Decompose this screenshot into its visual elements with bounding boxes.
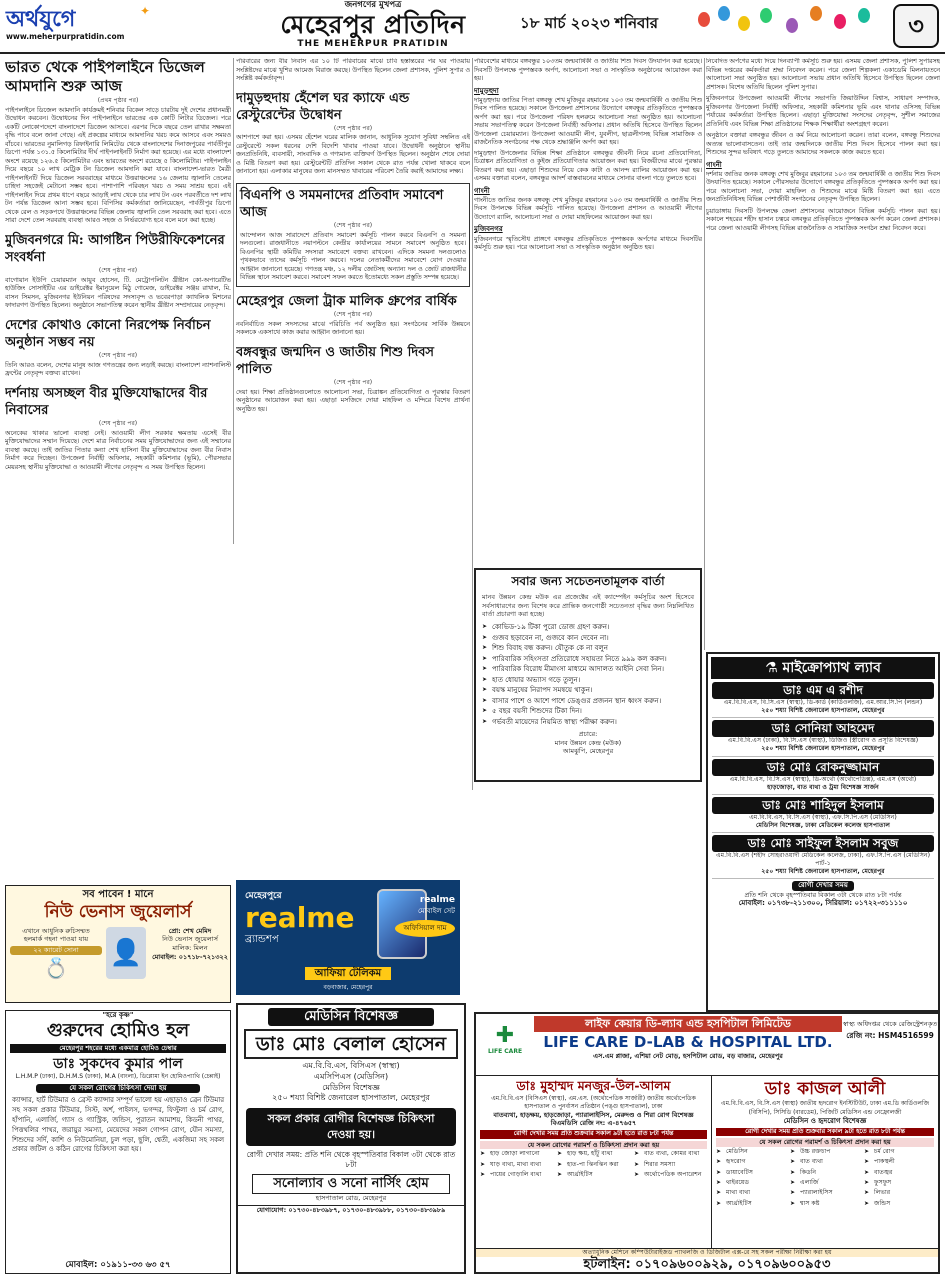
page-number: ৩ [893,4,939,48]
balloon-icon [760,8,772,23]
realme-model: realme [419,895,455,905]
awareness-title: সবার জন্য সচেতনতামূলক বার্তা [511,574,665,588]
doctor-entry [712,797,934,833]
balloon-icon [738,16,750,31]
headline[interactable]: ভারত থেকে পাইপলাইনে ডিজেল আমদানি শুরু আজ [5,58,205,95]
awareness-item: ➤ শিশু বিবাহ বন্ধ করুন। যৌতুক কে না বলুন [482,643,694,654]
jewellers-body [6,927,230,982]
doctor-name: ডাঃ কাজল আলী [764,1079,886,1099]
balloon-icon [786,18,798,33]
doctor-name: ডাঃ এম এ রশীদ [712,682,934,699]
awareness-item: ➤ পারিবারিক সহিংসতা প্রতিরোধে সহায়তা নিতে ৯৯৯ কল করুন। [482,654,694,665]
lifecare-name-en: LIFE CARE D-LAB & HOSPITAL LTD. [543,1033,833,1051]
doctor-degree: এম.বি.বি.এস, বি.সি.এস (স্বাস্থ্য), এফ.সি.পি.এস (মেডিসিন) [749,813,897,821]
column-divider [472,58,473,790]
realme-address: বড়বাজার, মেহেরপুর [323,984,373,992]
med-hospital: ২৫০ শয্যা বিশিষ্ট জেনারেল হাসপাতাল, মেহেরপুর [272,1093,430,1103]
time-text: প্রতি শনি থেকে বৃহস্পতিবার বিকাল ৩টা থেকে রাত ৮টা পর্যন্ত [744,890,902,899]
realme-left [245,891,365,946]
doctor-hospital: ২৫০ শয্যা বিশিষ্ট জেনারেল হাসপাতাল, মেহেরপুর [761,707,885,715]
med-doctor: ডাঃ মোঃ বেলাল হোসেন [244,1029,458,1059]
doctor-name: ডাঃ মুহাম্মদ মনজুর-উল-আলম [516,1078,671,1093]
awareness-box [474,568,702,782]
service-item: ➤ আর্থ্রাইটিস [557,1170,630,1179]
homeo-degree: L.H.M.P (ঢাকা), D.H.M.S (ঢাকা), M.A (বাংলা), ডিপ্লোমা ইন হোমিওপ্যাথি (চেন্নাই) [15,1072,221,1080]
headline[interactable]: বঙ্গবন্ধুর জন্মদিন ও জাতীয় শিশু দিবস পালিত [236,344,435,377]
ad-homeo-hall [5,1010,231,1274]
doctor-degree: এম.বি.বি.এস, বি.সি.এস (স্বাস্থ্য) জাতীয় হৃদরোগ ইনস্টিটিউট, ঢাকা এম.ডি কার্ডিওলজি (বিসিপি), সিসিডি (বারডেম), পিজিটি মেডিসিন এন্ড নেফ্রোলজী [721,1100,929,1116]
continuation-note: (শেষ পৃষ্ঠার পর) [333,378,373,386]
jewellers-phone[interactable]: মোবাইল: ০১৭১৮-৭২১৩২২ [152,952,228,961]
headline[interactable]: মেহেরপুর জেলা ট্রাক মালিক গ্রুপের বার্ষিক [236,293,457,309]
awareness-item: ➤ বাসার পাশে ও আশে পাশে ডেঙ্গুর প্রজনন স্থান ধ্বংস করুন। [482,696,694,707]
star-icon: ✦ [139,4,150,18]
med-visiting-time: রোগী দেখার সময়: প্রতি শনি থেকে বৃহস্পতিবার বিকাল ৩টা থেকে রাত ৮টা [246,1150,456,1170]
doctor-hospital: হাড়জোড়া, বাত ব্যথা ও ট্রমা বিশেষজ্ঞ সার্জন [767,783,879,791]
realme-brand: realme [245,900,355,934]
story-body: মুজিবনগরে স্মৃতিসৌধ প্রাঙ্গণে বঙ্গবন্ধুর প্রতিকৃতিতে পুষ্পস্তবক অর্পণের মাধ্যমে দিবসটির কর্মসূচি শুরু হয়। পরে আলোচনা সভা ও সাংস্কৃতিক অনুষ্ঠান অনুষ্ঠিত হয়। [474,235,702,252]
jewellers-line: হলমার্ক গহনা পাওয়া যায় [23,935,89,944]
shop-line: মালিক: মিলন [172,944,208,953]
story-children-day [236,344,470,414]
doctor-degree: এম.বি.বি.এস, বি.সি.এস (স্বাস্থ্য), ডি-কার্ড (কার্ডিওলজি), এম.আর.সি.পি (লন্ডন) [723,699,923,706]
jewellers-name: নিউ ভেনাস জুয়েলার্স [44,902,192,923]
service-item: ➤ ঘাড় ব্যথা, মাথা ব্যথা [480,1160,553,1169]
service-item: ➤ শিরার সমস্যা [634,1160,707,1169]
balloon-icon [698,12,710,27]
homeo-doctor: ডাঃ সুকদেব কুমার পাল [53,1055,183,1072]
lifecare-doctors [476,1076,938,1248]
realme-badge: অফিসিয়াল দাম [395,920,455,937]
ad-medicine-specialist [236,1003,466,1274]
awareness-list [482,622,694,727]
clinic-name: সনোল্যাব ও সনো নার্সিং হোম [252,1174,450,1194]
doctor-name: ডাঃ মোঃ রোকনুজ্জামান [712,759,934,776]
clinic-phone[interactable]: যোগাযোগ: ০১৭৩০-৪৮৩৯৮৭, ০১৭৩০-৪৮৩৯৮৮, ০১৭৩০-৪৮৩৯৮৯ [238,1205,464,1215]
continuation-note: (শেষ পৃষ্ঠার পর) [333,221,373,229]
nameplate [232,0,514,52]
jewellers-right [150,927,230,982]
tagline: জনগণের মুখপত্র [344,0,402,10]
awareness-intro: মানব উন্নয়ন কেন্দ্র মউক এর প্রজেক্টের এই ক্যাম্পেইন কর্মসূচির অংশ হিসেবে সর্বসাধারণের জন্য বিশেষ করে প্রান্তিক জনগোষ্ঠী সচেতনতা বৃদ্ধির জন্য নিম্নলিখিত বার্তা প্রচারণা করা হচ্ছে। [482,592,694,619]
story-body: নিবেদিত অর্পণের মধ্যে দিয়ে দিনব্যাপী কর্মসূচি শুরু হয়। এসময় জেলা প্রশাসক, পুলিশ সুপারসহ বিভিন্ন দপ্তরের কর্মকর্তারা শ্রদ্ধা নিবেদন করেন। পরে জেলা শিল্পকলা একাডেমি মিলনায়তনে আলোচনা সভা অনুষ্ঠিত হয়। আলোচনা সভায় প্রধান অতিথি হিসেবে উপস্থিত ছিলেন জেলা প্রশাসক। বিশেষ অতিথি ছিলেন পুলিশ সুপার। [706,58,940,91]
subhead-gangni: গাংনী [474,186,490,195]
jewellers-left [6,927,102,982]
story-bnp [236,183,470,287]
service-item: ➤ শ্বাস কষ্ট [790,1199,860,1208]
jewellers-top: সব পাবেন ! মানে [82,889,154,900]
story-mujibnagar [5,232,231,311]
service-item: ➤ থাইরয়েড [716,1178,786,1187]
doctor-degree: এম.বি.বি.এস (বিসিএস (স্বাস্থ্য), এম.এস. (অর্থোপেডিক সার্জারী) জাতীয় অর্থোপেডিক হাসপাতাল ও পুনর্বাসন প্রতিষ্ঠান (পঙ্গু হাসপাতাল), ঢাকা [491,1094,696,1110]
story-body: পরিবারের জন্য বীর নিবাস এর ১০ টি পরিবারের মাঝে চাবি হস্তান্তরের পর ঘর পাওয়ায় সংশ্লিষ্টদের মাঝে খুশির আমেজ বিরাজ করছে। উপস্থিত ছিলেন জেলা প্রশাসক, পুলিশ সুপার ও সংশ্লিষ্ট কর্মকর্তাবৃন্দ। [236,58,470,82]
column-divider [233,58,234,544]
awareness-item: ➤ ৫ বছর বয়সী শিশুদের টিকা দিন। [482,706,694,717]
lab-name: মাইক্রোপ্যাথ ল্যাব [782,660,881,676]
service-item: ➤ বাত ব্যথা, কোমর ব্যথা [634,1149,707,1158]
ad-realme [236,880,460,995]
doctor-hospital: ২৫০ শয্যা বিশিষ্ট জেনারেল হাসপাতাল, মেহেরপুর [761,745,885,753]
advert-logo [6,2,156,50]
service-item: ➤ হাত-পা ঝিনঝিন করা [557,1160,630,1169]
doctor-specialty: মেডিসিন ও হৃদরোগ বিশেষজ্ঞ [783,1116,867,1125]
awareness-item: ➤ পারিবারিক বিরোধ মীমাংসা মাধ্যমে আদালত আইনি সেবা নিন। [482,664,694,675]
lifecare-hotline[interactable]: হটলাইন: ০১৭০৯৬০০৯২৯, ০১৭০৯৬০০৯৫৩ [583,1257,831,1273]
realme-shop-bar [237,967,459,980]
story-body: দামুড়হুদা উপজেলার বিভিন্ন শিক্ষা প্রতিষ্ঠানে বঙ্গবন্ধুর জীবনী নিয়ে রচনা প্রতিযোগিতা, চিত্রাঙ্কন প্রতিযোগিতা ও কুইজ প্রতিযোগিতার আয়োজন করা হয়। বিজয়ীদের মাঝে পুরস্কার বিতরণ করা হয়। এছাড়া শিশুদের নিয়ে কেক কাটা ও আনন্দ র‍্যালির আয়োজন করা হয়। এসময় বক্তারা বলেন, বঙ্গবন্ধুর আদর্শ বাস্তবায়নের মাধ্যমে সোনার বাংলা গড়ে তুলতে হবে। [474,149,702,183]
service-item: ➤ জন্ডিস [864,1199,934,1208]
column-1 [5,58,231,544]
paper-name-english: THE MEHERPUR PRATIDIN [297,39,449,49]
doctor-tag: যে সকল রোগের পরামর্শ ও চিকিৎসা প্রদান করা হয় [480,1141,707,1150]
doctor-services [480,1149,707,1179]
story-body: নবনির্বাচিত সকল সদস্যদের মাঝে পরিচিতি পর্ব অনুষ্ঠিত হয়। সংগঠনের সার্বিক উন্নয়নে সকলকে একসাথে কাজ করার আহ্বান জানানো হয়। [236,320,470,337]
service-item: ➤ ফুসফুস [864,1178,934,1187]
story-body: পাইপলাইনে ডিজেল আমদানি কার্যক্রমই শনিবার বিকেল সাড়ে চারটায় দুই দেশের প্রধানমন্ত্রী উদ্বোধন করবেন। উদ্বোধনের দিন পাইপলাইনে ভারতের এক কোটি লিটার ডিজেল। পরে একটি লোকোপদেশে বাংলাদেশে ডিজেল আসবে। এরপর দিকে বছরে তেল রাখার সক্ষমতা বৃদ্ধি পাবে বলে জানা গেছে। এই প্রকল্পের মাধ্যমে আমদানির খরচ কমে আসবে এবং সময়ও বাঁচবে। ভারতের নুমালিগড় রিফাইনারি লিমিটেড থেকে বাংলাদেশের দিনাজপুরের পার্বতীপুর ডিপো পর্যন্ত ১৩১.৫ কিলোমিটার দীর্ঘ পাইপলাইনটি নির্মাণ করা হয়েছে। এর মধ্যে বাংলাদেশ অংশে রয়েছে ১২৬.৫ কিলোমিটার এবং ভারতের অংশে রয়েছে ৫ কিলোমিটার। পাইপলাইন দিয়ে বছরে ১০ লাখ মেট্রিক টন ডিজেল আমদানি করা যাবে। বাংলাদেশ-ভারত মৈত্রী পাইপলাইনটি দিয়ে ডিজেল সরবরাহের মাধ্যমে উত্তরাঞ্চলের ১৬ জেলায় জ্বালানি তেলের চাহিদা সহজেই মেটানো সম্ভব হবে। পাশাপাশি পরিবহন খরচ ও সময় সাশ্রয় হবে। এই পাইপলাইন দিয়ে প্রথম ধাপে বছরে আড়াই লাখ থেকে চার লাখ টন এবং পরবর্তীতে দশ লাখ টন পর্যন্ত ডিজেল আনা সম্ভব হবে। বিপিসির কর্মকর্তারা জানিয়েছেন, পার্বতীপুর ডিপো থেকে রেল ও সড়কপথে উত্তরাঞ্চলের বিভিন্ন জেলায় জ্বালানি তেল সরবরাহ করা হবে। এতে সারা দেশে তেল সরবরাহ ব্যবস্থা আরও সহজ ও নির্ভরযোগ্য হবে বলে মনে করা হচ্ছে। [5,106,231,225]
service-item: ➤ অর্থোপেডিক অপারেশন [634,1170,707,1179]
visiting-hours [708,881,938,908]
service-item: ➤ পায়ের গোড়ালি ব্যথা [480,1170,553,1179]
service-item: ➤ বাত ব্যথা [790,1157,860,1166]
realme-city: মেহেরপুরে [245,891,282,901]
service-item: ➤ এলার্জি [790,1178,860,1187]
column-4 [706,58,940,648]
doctor-reg: বিএমডিসি রেজি নং: এ-৪৭৬৫৭ [550,1119,637,1128]
balloon-icon [810,6,822,21]
realme-shop: আফিয়া টেলিকম [305,967,391,980]
service-item: ➤ হৃদরোগ [716,1157,786,1166]
paper-name: মেহেরপুর প্রতিদিন [280,10,466,39]
doctor-name: ডাঃ মোঃ সাইফুল ইসলাম সবুজ [712,835,934,852]
continuation-note: (শেষ পৃষ্ঠার পর) [98,419,138,427]
doctor-entry [712,759,934,795]
footer-label: প্রচারে: [578,730,598,739]
doctor-tag: যে সকল রোগের পরামর্শ ও চিকিৎসা প্রদান করা হয় [716,1138,934,1147]
column-3 [474,58,702,784]
service-item: ➤ কিডনি [790,1168,860,1177]
continuation-note: (শেষ পৃষ্ঠার পর) [333,310,373,318]
service-item: ➤ আর্থ্রাইটিস [716,1199,786,1208]
homeo-name: গুরুদেব হোমিও হল [46,1020,190,1042]
homeo-tag: যে সকল রোগের চিকিৎসা দেয়া হয় [36,1084,200,1093]
reg-number: রেজি নং: HSM4516599 [846,1030,934,1040]
story-freedom-fighters [5,385,231,472]
realme-right [395,895,455,937]
dateline: ১৮ মার্চ ২০২৩ শনিবার [520,14,658,32]
service-item: ➤ ডায়াবেটিস [716,1168,786,1177]
story-body: বাগোয়ান ইউপি চেয়ারম্যান আয়ুব হোসেন, টি. মেট্রোপলিটন খ্রীষ্টান কো-অপারেটিভ হাউজিং সোসাইটির এর ডাইরেক্টর ইমানুয়েল মিঠু গোমেজ, ডাইরেক্টর সঞ্জয় রাখাল, মি. বাসন সিমসন, মুজিবনগর ইউনিয়ন পরিষদের সদস্যবৃন্দ ও ভবেরপাড়া ক্যাথলিক মিশনের ফাদারগণ উপস্থিত ছিলেন। অনুষ্ঠানে সভাপতিত্ব করেন স্থানীয় খ্রীষ্টান সম্প্রদায়ের নেতৃবৃন্দ। [5,276,231,310]
subhead-damurhuda: দামুড়হুদা [474,86,499,95]
story-body: দামুড়হুদায় জাতির পিতা বঙ্গবন্ধু শেখ মুজিবুর রহমানের ১০৩ তম জন্মবার্ষিকী ও জাতীয় শিশু দিবস পালিত হয়েছে। সকালে উপজেলা প্রশাসনের উদ্যোগে বঙ্গবন্ধুর প্রতিকৃতিতে পুষ্পস্তবক অর্পণ করা হয়। পরে উপজেলা পরিষদ হলরুমে আলোচনা সভা অনুষ্ঠিত হয়। আলোচনা সভায় সভাপতিত্ব করেন উপজেলা নির্বাহী অফিসার। প্রধান অতিথি হিসেবে উপস্থিত ছিলেন উপজেলা চেয়ারম্যান। উপজেলা আওয়ামী লীগ, যুবলীগ, ছাত্রলীগসহ বিভিন্ন সামাজিক ও রাজনৈতিক সংগঠনের পক্ষ থেকে শ্রদ্ধাঞ্জলি অর্পণ করা হয়। [474,96,702,147]
homeo-top: "হরে কৃষ্ণ" [102,1011,134,1019]
balloon-icon [858,8,870,23]
ring-icon: 💍 [43,955,69,980]
awareness-item: ➤ গর্ভবতী মায়েদের নিয়মিত স্বাস্থ্য পরীক্ষা করুন। [482,717,694,728]
doctor-name: ডাঃ সোনিয়া আহমেদ [712,720,934,737]
med-top: মেডিসিন বিশেষজ্ঞ [268,1008,434,1026]
time-label: রোগী দেখার সময় [792,881,854,890]
homeo-services: ক্যান্সার, হার্ট টিউমার ও ব্রেস্ট ক্যান্সার সম্পূর্ণ ভালো হয় এছাড়াও ব্রেন টিউমার সহ সকল প্রকার টিউমার, সিস্ট, অর্শ, পাইলস, ভগন্দর, ফিস্টুলা ও চর্ম রোগ, হাঁপানি, এলার্জি, গ্যাস ও গ্যাস্ট্রিক, জন্ডিস, পুরাতন আমাশয়, কিডনী পাথর, পিত্তথলির পাথর, জরায়ুর সমস্যা, মেয়েদের সকল গোপন রোগ, যৌন সমস্যা, শিশুদের সর্দি, কাশি ও নিউমোনিয়া, চুল পড়া, ছুলি, শ্বেতী, একজিমা সহ সকল প্রকার জটিল ও কঠিন রোগের চিকিৎসা করা হয়। [12,1096,224,1154]
awareness-item: ➤ কোভিড-১৯ টিকা পুরো ডোজ গ্রহণ করুন। [482,622,694,633]
story-pipeline [5,58,231,226]
service-item: ➤ বাতজ্বর [864,1168,934,1177]
med-degree: মেডিসিন বিশেষজ্ঞ [322,1082,380,1092]
doctor-list [708,682,938,879]
service-item: ➤ মেডিসিন [716,1147,786,1156]
doctor-hospital: ২৫০ শয্যা বিশিষ্ট জেনারেল হাসপাতাল, মেহেরপুর [761,868,885,876]
story-election [5,317,231,379]
realme-product: মোবাইল সেট [417,906,455,915]
balloon-icon [718,6,730,21]
service-item: ➤ লিভার [864,1188,934,1197]
doctor-specialty: বাতব্যথা, হাড়ক্ষয়, হাড়জোড়া, প্যারালাইসিস, মেরুদণ্ড ও শিরা রোগ বিশেষজ্ঞ [493,1110,694,1119]
subhead-gangni: গাংনী [706,160,722,169]
service-item: ➤ হাড় ক্ষয়, হাঁটু ব্যথা [557,1149,630,1158]
headline[interactable]: দেশের কোথাও কোনো নিরপেক্ষ নির্বাচন অনুষ্ঠান সম্ভব নয় [5,317,211,350]
doctor-degree: এম.বি.বি.এস (ঢাকা), বি.সি.এস (স্বাস্থ্য), ডিজিও (স্ত্রীরোগ ও প্রসূতি বিশেষজ্ঞ) [727,737,919,745]
lifecare-name-bn: লাইফ কেয়ার ডি-ল্যাব এন্ড হসপিটাল লিমিটেড [534,1016,842,1032]
service-item: ➤ হাড় জোড়া লাগানো [480,1149,553,1158]
awareness-item: ➤ হাত ধোয়ার অভ্যাস গড়ে তুলুন। [482,675,694,686]
lab-phone[interactable]: মোবাইল: ০১৭৩৮-২১১৩০০, সিরিয়াল: ০১৭২২-৩১১১১০ [738,899,908,908]
story-body: পরিবেশের মাধ্যমে বঙ্গবন্ধুর ১০৩তম জন্মবার্ষিকী ও জাতীয় শিশু দিবস উদযাপন করা হয়েছে। দিবসটি উপলক্ষে পুষ্পস্তবক অর্পণ, আলোচনা সভা ও সাংস্কৃতিক অনুষ্ঠানের আয়োজন করা হয়। [474,58,702,82]
reg-top: স্বাস্থ্য অধিদপ্তর থেকে রেজিস্ট্রেশনকৃত [842,1020,938,1028]
website-url[interactable]: www.meherpurpratidin.com [6,32,125,41]
service-item: ➤ উচ্চ রক্তচাপ [790,1147,860,1156]
lifecare-address: এস.এম প্লাজা, এশিয়া নেট মোড়, হসপিটাল রোড, বড় বাজার, মেহেরপুর [593,1052,783,1060]
logo-text: LIFE CARE [487,1048,523,1055]
realme-sub: ব্র্যান্ডশপ [245,933,279,945]
lifecare-header [476,1014,938,1076]
doctor-name: ডাঃ মোঃ শাহিদুল ইসলাম [712,797,934,814]
lifecare-reg [842,1014,938,1075]
doctor-services [716,1147,934,1208]
story-body: গাংনীতে জাতির জনক বঙ্গবন্ধু শেখ মুজিবুর রহমানের ১০৩ তম জন্মবার্ষিকী ও জাতীয় শিশু দিবস উপলক্ষে বিভিন্ন কর্মসূচি পালিত হয়েছে। উপজেলা প্রশাসন ও আওয়ামী লীগের উদ্যোগে র‍্যালি, আলোচনা সভা ও দোয়া মাহফিলের আয়োজন করা হয়। [474,196,702,221]
lab-title [711,657,935,679]
continuation-note: (শেষ পৃষ্ঠার পর) [333,124,373,132]
service-item: ➤ মাথা ব্যথা [716,1188,786,1197]
cross-icon: ✚ [495,1023,515,1048]
jewellers-line: এখানে আধুনিক রুচিসম্মত [22,926,90,935]
story-restaurant [236,90,470,177]
headline[interactable]: দর্শনায় অসচ্ছল বীর মুক্তিযোদ্ধাদের বীর নিবাসের [5,385,208,418]
footer-org: মানব উন্নয়ন কেন্দ্র (মউক) [554,738,622,747]
awareness-item: ➤ বয়স্ক মানুষের নিরাপদ সমন্বয়ে থাকুন। [482,685,694,696]
flask-icon: ⚗ [765,660,778,676]
story-body: আশপাশে করা হয়। এসময় হেঁশেল ঘরের মালিক জানান, আধুনিক সুযোগ সুবিধা সম্বলিত এই রেস্টুরেন্টে সকল ধরনের দেশি বিদেশি খাবার পাওয়া যাবে। উদ্বোধনী অনুষ্ঠানে স্থানীয় জনপ্রতিনিধি, ব্যবসায়ী, সাংবাদিক ও গণ্যমান্য ব্যক্তিবর্গ উপস্থিত ছিলেন। অনুষ্ঠান শেষে দোয়া ও মিষ্টি বিতরণ করা হয়। রেস্টুরেন্টটি প্রতিদিন সকাল থেকে রাত পর্যন্ত খোলা থাকবে বলে জানানো হয়। এলাকার মানুষের জন্য মানসম্মত খাবারের পরিবেশ তৈরি করাই আমাদের লক্ষ্য। [236,134,470,176]
story-body: দেয়া হয়। শিক্ষা প্রতিষ্ঠানগুলোতে আলোচনা সভা, চিত্রাঙ্কন প্রতিযোগিতা ও পুরস্কার বিতরণ অনুষ্ঠানের আয়োজন করা হয়। এছাড়া মসজিদে দোয়া মাহফিল ও মন্দিরে বিশেষ প্রার্থনা অনুষ্ঠিত হয়। [236,388,470,413]
column-2 [236,58,470,544]
awareness-item: ➤ গুজব ছড়াবেন না, গুজবে কান দেবেন না। [482,633,694,644]
balloons-decoration [690,2,886,50]
lifecare-notice: অত্যাধুনিক মেশিনে কম্পিউটারাইজড প্যাথলজি ও ডিজিটাল এক্স-রে সহ সকল পরীক্ষা নিরীক্ষা করা হয় [476,1248,938,1257]
ad-jewellers [5,885,231,1003]
story-body: চুয়াডাঙ্গায় দিবসটি উপলক্ষে জেলা প্রশাসনের আয়োজনে বিভিন্ন কর্মসূচি পালন করা হয়। সকালে শহরের শহীদ হাসান চত্বরে বঙ্গবন্ধুর প্রতিকৃতিতে পুষ্পস্তবক অর্পণ করেন জেলা প্রশাসক। পরে জেলা আওয়ামী লীগসহ বিভিন্ন রাজনৈতিক ও সামাজিক সংগঠন শ্রদ্ধা নিবেদন করে। [706,207,940,232]
gold-badge: ২২ ক্যারেট সোনা [10,946,102,955]
lifecare-doctor-1 [476,1076,712,1248]
service-item: ➤ চর্ম রোগ [864,1147,934,1156]
doctor-degree: এম.বি.বি.এস (শহীদ সোহরাওয়ার্দী মেডিকেল কলেজ, ঢাকা), এফ.সি.পি.এস (মেডিসিন) পার্ট-১ [715,852,931,868]
column-divider [704,58,705,650]
med-degree: এম.বি.বি.এস, বিসিএস (স্বাস্থ্য) [302,1061,400,1070]
doctor-degree: এম.বি.বি.এস, বি.সি.এস (স্বাস্থ্য), ডি-অর্থো (অর্থোপেডিক্স), এম.এস (অর্থো) [729,775,917,783]
headline[interactable]: বিএনপি ও সমমনাদের প্রতিবাদ সমাবেশ আজ [240,187,444,220]
logo-name: অর্থযুগে [6,6,76,32]
story-truck-owners [236,293,470,338]
subhead-mujibnagar: মুজিবনগর [474,225,503,234]
homeo-banner: মেহেরপুর শহরের মধ্যে একমাত্র হোমিও চেম্বার [10,1044,226,1053]
shop-line: নিউ ভেনাস জুয়েলার্স [162,935,218,944]
doctor-entry [712,835,934,879]
awareness-footer [482,730,694,756]
headline[interactable]: মুজিবনগরে মি: আগষ্টিন পিউরীফিকেশনের সংবর্ধনা [5,232,225,265]
owner-name: প্রো: শেখ মেমিদ [168,926,212,935]
lifecare-title [534,1014,842,1075]
clinic-address: হাসপাতাল রোড, মেহেরপুর [315,1194,387,1203]
continuation-note: (প্রথম পৃষ্ঠার পর) [97,97,139,104]
lifecare-logo [476,1014,534,1075]
footer-address: আমঝুপি, মেহেরপুর [562,747,614,756]
story-body: অনুষ্ঠানে বক্তারা বঙ্গবন্ধুর জীবন ও কর্ম নিয়ে আলোচনা করেন। তারা বলেন, বঙ্গবন্ধু শিশুদের অত্যন্ত ভালোবাসতেন। তাই তার জন্মদিনকে জাতীয় শিশু দিবস হিসেবে পালন করা হয়। শিশুদের সুন্দর ভবিষ্যৎ গড়ে তুলতে আমাদের সকলকে কাজ করতে হবে। [706,132,940,156]
person-icon: 👤 [109,937,143,968]
balloon-icon [834,14,846,29]
story-body: দর্শনায় জাতির জনক বঙ্গবন্ধু শেখ মুজিবুর রহমানের ১০৩ তম জন্মবার্ষিকী ও জাতীয় শিশু দিবস উদযাপিত হয়েছে। সকালে পৌরসভার উদ্যোগে বঙ্গবন্ধুর প্রতিকৃতিতে পুষ্পস্তবক অর্পণ করা হয়। পরে আলোচনা সভা, দোয়া মাহফিল ও শিশুদের মাঝে মিষ্টি বিতরণ করা হয়। এতে জনপ্রতিনিধিসহ বিভিন্ন পেশাজীবী সংগঠনের নেতৃবৃন্দ উপস্থিত ছিলেন। [706,170,940,204]
story-continued [236,58,470,84]
headline[interactable]: দামুড়হুদায় হেঁশেল ঘর ক্যাফে এন্ড রেস্টুরেন্টের উদ্বোধন [236,90,410,123]
masthead [0,0,945,54]
doctor-entry [712,720,934,756]
service-item: ➤ প্যারালাইসিস [790,1188,860,1197]
homeo-phone[interactable]: মোবাইল: ০১৯১১-৩৩ ৬৩ ৫৭ [65,1259,171,1270]
story-body: মুজিবনগরে উপজেলা আওয়ামী লীগের সভাপতি জিয়াউদ্দিন বিশ্বাস, সাধারণ সম্পাদক, মুজিবনগর উপজেলা নির্বাহী অফিসার, সহকারী কমিশনার ভূমি এবং থানার ওসিসহ বিভিন্ন পর্যায়ের কর্মকর্তারা উপস্থিত ছিলেন। এছাড়া মুক্তিযোদ্ধা সংসদের নেতৃবৃন্দ, সুশীল সমাজের প্রতিনিধি এবং বিভিন্ন শিক্ষা প্রতিষ্ঠানের শিক্ষক শিক্ষার্থীরা অংশগ্রহণ করেন। [706,95,940,128]
doctor-entry [712,682,934,718]
doctor-time: রোগী দেখার সময় প্রতি শুক্রবার সকাল ৯টা হতে রাত ৮টা পর্যন্ত [716,1128,934,1136]
story-body: অনেকের থাকার ভালো ব্যবস্থা নেই। আওয়ামী লীগ সরকার ক্ষমতায় এসেই বীর মুক্তিযোদ্ধাদের সম্মান দিয়েছে। দেশে মাত্র নির্বাচনের সময় মুক্তিযোদ্ধাদের জন্য এই সম্মানের ব্যবস্থা করছে। তাই জাতির পিতার কন্যা শেখ হাসিনা বীর মুক্তিযোদ্ধাদের জন্য বীর নিবাস নির্মাণ করে দিচ্ছেন। উপজেলা নির্বাহী অফিসার, সহকারী কমিশনার (ভূমি), পৌরসভার মেয়রসহ স্থানীয় মুক্তিযোদ্ধা ও আওয়ামী লীগের নেতৃবৃন্দ এ সময় উপস্থিত ছিলেন। [5,429,231,471]
owner-photo [106,927,146,979]
ad-life-care [474,1012,940,1274]
continuation-note: (শেষ পৃষ্ঠার পর) [98,266,138,274]
doctor-hospital: মেডিসিন বিশেষজ্ঞ, ঢাকা মেডিকেল কলেজ হাসপাতাল [756,821,890,829]
story-body: আন্দোলন আজ সারাদেশে প্রতিবাদ সমাবেশ কর্মসূচি পালন করবে বিএনপি ও সমমনা দলগুলো। রাজধানীতে নয়াপল্টনে কেন্দ্রীয় কার্যালয়ের সামনে সমাবেশ অনুষ্ঠিত হবে। বিএনপির স্থায়ী কমিটির সদস্যরা সমাবেশে বক্তব্য রাখবেন। এদিকে সমমনা দলগুলোও পৃথকভাবে তাদের কর্মসূচি পালন করবে। দলের নেতাকর্মীদের সমাবেশে যোগ দেওয়ার আহ্বান জানানো হয়েছে। গণতন্ত্র মঞ্চ, ১২ দলীয় জোটসহ অন্যান্য দল ও জোট রাজধানীর বিভিন্ন স্থানে সমাবেশ করবে। সমাবেশ সফল করতে ইতোমধ্যে সকল প্রস্তুতি সম্পন্ন হয়েছে। [240,231,466,282]
service-item: ➤ পাকস্থলী [864,1157,934,1166]
med-degree: এমসিপিএস (মেডিসিন) [313,1071,389,1081]
story-body: তিনি আরও বলেন, দেশের মানুষ আজ গণতন্ত্রের জন্য লড়াই করছে। বাংলাদেশ ন্যাশনালিস্ট ফ্রন্টের নেতৃবৃন্দ বক্তব্য রাখেন। [5,361,231,378]
ad-micropath-lab [706,652,940,1012]
doctor-time: রোগী দেখার সময় প্রতি শুক্রবার সকাল ৯টা হতে রাত ৮টা পর্যন্ত [480,1130,707,1138]
med-tagline: সকল প্রকার রোগীর বিশেষজ্ঞ চিকিৎসা দেওয়া হয়। [246,1108,456,1146]
lifecare-doctor-2 [712,1076,938,1248]
continuation-note: (শেষ পৃষ্ঠার পর) [98,351,138,359]
